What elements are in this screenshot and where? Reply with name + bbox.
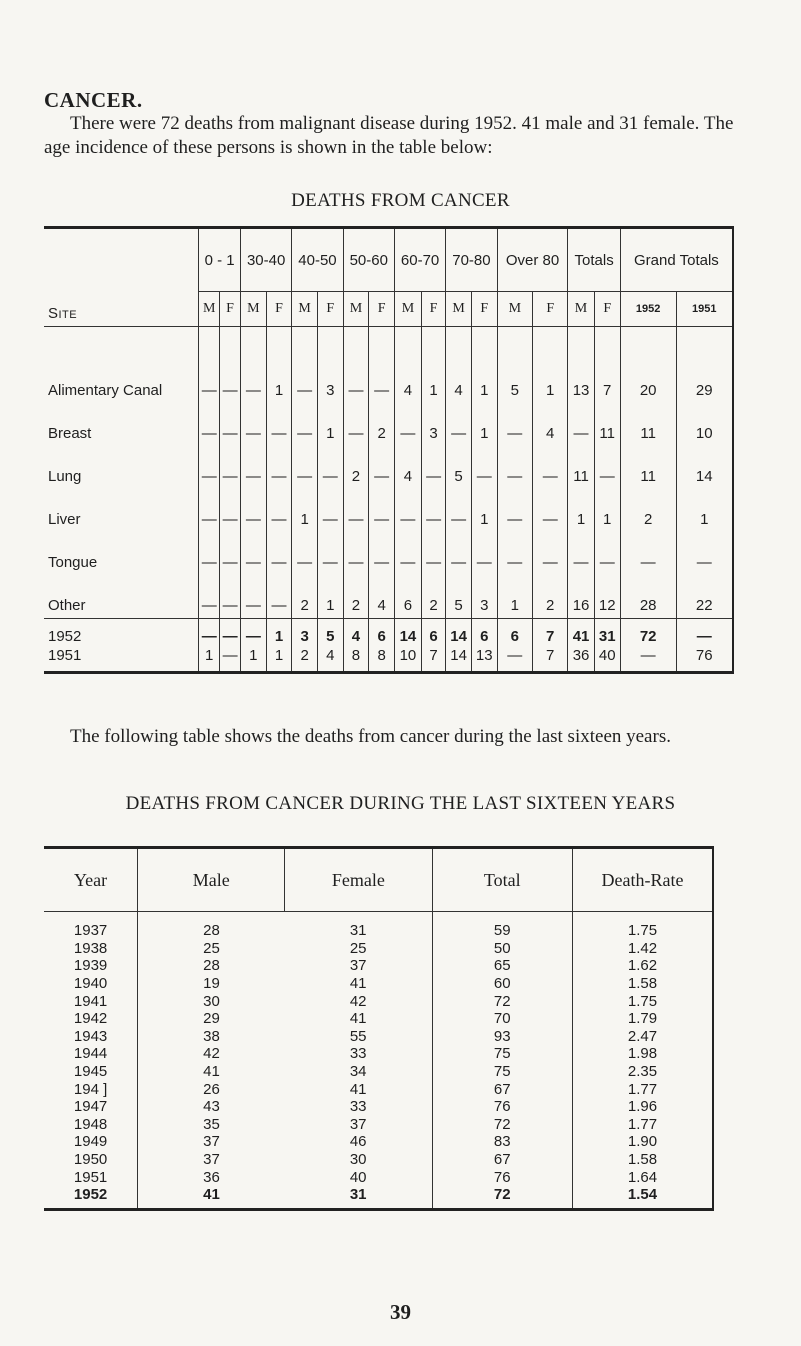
table-cell: 7 xyxy=(533,619,568,648)
table-cell: 38 xyxy=(138,1028,285,1046)
table-cell: 1949 xyxy=(73,1133,108,1151)
table-cell: 4 xyxy=(317,647,343,673)
table-cell: 72 xyxy=(432,992,572,1010)
table-cell: 13 xyxy=(568,327,594,404)
table-cell: 72 xyxy=(432,1186,572,1209)
table-cell: — xyxy=(594,446,620,489)
table-cell: — xyxy=(594,532,620,575)
table-cell: 72 xyxy=(620,619,676,648)
table-cell: 42 xyxy=(138,1045,285,1063)
table-cell: — xyxy=(199,489,220,532)
table-cell: 25 xyxy=(138,940,285,958)
table-cell: 10 xyxy=(676,403,733,446)
yearly-cancer-deaths-table xyxy=(44,846,714,1211)
table-cell: 1942 xyxy=(73,1010,108,1028)
table-row xyxy=(44,1028,713,1046)
table-row xyxy=(44,1098,713,1116)
table-cell: 1.75 xyxy=(572,912,713,940)
table-cell: 1943 xyxy=(73,1027,108,1045)
table-cell: 11 xyxy=(620,403,676,446)
table-cell: 4 xyxy=(343,619,369,648)
age-group-header: Over 80 xyxy=(497,228,568,292)
table-cell: 13 xyxy=(471,647,497,673)
table-cell: 36 xyxy=(568,647,594,673)
table-cell: 46 xyxy=(349,1133,367,1151)
table-cell: — xyxy=(421,446,445,489)
column-header: Male xyxy=(138,848,285,912)
table-cell: 43 xyxy=(138,1098,285,1116)
table-cell: 37 xyxy=(138,1151,285,1169)
table-cell: 1948 xyxy=(73,1115,108,1133)
table-cell: 4 xyxy=(446,327,472,404)
table-cell: 1 xyxy=(471,403,497,446)
table-cell: — xyxy=(241,575,267,619)
table-cell: 20 xyxy=(620,327,676,404)
table-row xyxy=(44,575,733,619)
table-cell: 75 xyxy=(432,1063,572,1081)
table-cell: 25 xyxy=(349,939,367,957)
site-header: Site xyxy=(48,305,78,322)
sex-header: F xyxy=(533,292,568,327)
table-cell: 1 xyxy=(292,489,318,532)
table-cell: 1.64 xyxy=(572,1168,713,1186)
table-cell: 31 xyxy=(349,922,367,940)
table-cell: 1951 xyxy=(73,1168,108,1186)
table-cell: 1.96 xyxy=(572,1098,713,1116)
sex-header: 1952 xyxy=(620,292,676,327)
table-cell: — xyxy=(421,532,445,575)
table-cell: — xyxy=(497,489,532,532)
table-cell: — xyxy=(266,575,292,619)
table-cell: 3 xyxy=(421,403,445,446)
table-cell: 26 xyxy=(138,1080,285,1098)
table-row xyxy=(44,446,733,489)
table-cell: — xyxy=(292,532,318,575)
table-cell: — xyxy=(369,489,395,532)
table-cell: 41 xyxy=(349,1080,367,1098)
sex-header: M xyxy=(199,292,220,327)
table-cell: 1.62 xyxy=(572,957,713,975)
table-cell: 1.54 xyxy=(572,1186,713,1209)
table-cell: 93 xyxy=(432,1028,572,1046)
table-cell: 1.77 xyxy=(572,1116,713,1134)
intro-paragraph: There were 72 deaths from malignant disease during 1952. 41 male and 31 female. The age incidence of these persons is shown in the table below: xyxy=(44,113,734,158)
table-cell: — xyxy=(421,489,445,532)
table-cell: 2.35 xyxy=(572,1063,713,1081)
table-cell: — xyxy=(676,532,733,575)
table-cell: 11 xyxy=(568,446,594,489)
table-cell: — xyxy=(497,532,532,575)
cancer-by-age-table xyxy=(44,226,734,674)
table-cell: 35 xyxy=(138,1116,285,1134)
table-cell: 1 xyxy=(317,575,343,619)
table-cell: 34 xyxy=(349,1063,367,1081)
table-cell: 1941 xyxy=(73,992,108,1010)
site-label: 1952 xyxy=(44,619,199,648)
table-cell: 6 xyxy=(471,619,497,648)
table-cell: 2 xyxy=(343,575,369,619)
table-cell: 11 xyxy=(620,446,676,489)
table-cell: — xyxy=(199,575,220,619)
sex-header: M xyxy=(568,292,594,327)
table-cell: 31 xyxy=(349,1186,367,1204)
table-row xyxy=(44,489,733,532)
table-row xyxy=(44,619,733,648)
table-cell: — xyxy=(343,532,369,575)
table-cell: — xyxy=(266,446,292,489)
site-label: Lung xyxy=(48,468,82,485)
sex-header: F xyxy=(421,292,445,327)
table-row xyxy=(44,912,713,940)
site-label: Tongue xyxy=(48,554,98,571)
table-cell: — xyxy=(241,327,267,404)
table-cell: 29 xyxy=(676,327,733,404)
table-cell: 2.47 xyxy=(572,1028,713,1046)
table-cell: 1.58 xyxy=(572,1151,713,1169)
table-cell: 1 xyxy=(199,647,220,673)
table-cell: 1 xyxy=(497,575,532,619)
table-cell: 1.77 xyxy=(572,1080,713,1098)
table-cell: — xyxy=(446,403,472,446)
table-cell: 3 xyxy=(292,619,318,648)
table-cell: — xyxy=(343,327,369,404)
sex-header: F xyxy=(220,292,241,327)
table-cell: 29 xyxy=(138,1010,285,1028)
table-cell: 19 xyxy=(138,975,285,993)
table-cell: 2 xyxy=(292,575,318,619)
table-cell: 1945 xyxy=(73,1063,108,1081)
table-cell: 12 xyxy=(594,575,620,619)
sex-header: F xyxy=(317,292,343,327)
table-cell: — xyxy=(394,403,421,446)
age-group-header: 40-50 xyxy=(292,228,343,292)
table-row xyxy=(44,1080,713,1098)
table-cell: 59 xyxy=(432,912,572,940)
table-cell: — xyxy=(220,575,241,619)
table-cell: — xyxy=(199,327,220,404)
cancer-table-title: DEATHS FROM CANCER xyxy=(291,190,510,211)
table-cell: 37 xyxy=(349,1115,367,1133)
table-row xyxy=(44,403,733,446)
column-header: Death-Rate xyxy=(572,848,713,912)
table-cell: — xyxy=(568,532,594,575)
table-cell: 76 xyxy=(676,647,733,673)
table-cell: 41 xyxy=(138,1063,285,1081)
table-cell: — xyxy=(292,446,318,489)
sex-header: F xyxy=(369,292,395,327)
table-cell: 1940 xyxy=(73,975,108,993)
table-cell: 76 xyxy=(432,1168,572,1186)
table-row xyxy=(44,1168,713,1186)
table-cell: — xyxy=(199,619,220,648)
table-cell: 36 xyxy=(138,1168,285,1186)
age-group-header: 30-40 xyxy=(241,228,292,292)
table-cell: 1 xyxy=(594,489,620,532)
table-cell: 2 xyxy=(620,489,676,532)
table-cell: — xyxy=(369,532,395,575)
table-cell: 1 xyxy=(421,327,445,404)
table-cell: 14 xyxy=(446,647,472,673)
table-cell: 41 xyxy=(349,1010,367,1028)
table-cell: — xyxy=(471,446,497,489)
table-cell: 1939 xyxy=(73,957,108,975)
table-cell: 7 xyxy=(421,647,445,673)
table-cell: 3 xyxy=(471,575,497,619)
table-cell: 1 xyxy=(317,403,343,446)
table-cell: 1952 xyxy=(73,1186,108,1204)
table-cell: 2 xyxy=(343,446,369,489)
site-label: Liver xyxy=(48,511,81,528)
table-cell: 30 xyxy=(138,992,285,1010)
table-cell: 194 ] xyxy=(73,1080,108,1098)
table-cell: — xyxy=(533,532,568,575)
table-cell: 1938 xyxy=(73,939,108,957)
sex-header: 1951 xyxy=(676,292,733,327)
table-cell: 6 xyxy=(394,575,421,619)
table-cell: 1950 xyxy=(73,1151,108,1169)
table-row xyxy=(44,327,733,404)
table-row xyxy=(44,1063,713,1081)
sex-header: M xyxy=(497,292,532,327)
table-cell: 30 xyxy=(349,1151,367,1169)
sex-header: F xyxy=(471,292,497,327)
table-row xyxy=(44,1133,713,1151)
table-cell: 7 xyxy=(594,327,620,404)
table-cell: 67 xyxy=(432,1080,572,1098)
table-cell: — xyxy=(343,489,369,532)
table-cell: — xyxy=(266,532,292,575)
column-header: Year xyxy=(44,848,138,912)
table-cell: — xyxy=(369,446,395,489)
table-cell: 4 xyxy=(369,575,395,619)
table-row xyxy=(44,1151,713,1169)
table-cell: 1.42 xyxy=(572,940,713,958)
section-heading: CANCER. xyxy=(44,88,143,112)
table-cell: — xyxy=(620,532,676,575)
table-cell: — xyxy=(199,446,220,489)
table-cell: — xyxy=(292,403,318,446)
table-cell: 55 xyxy=(349,1027,367,1045)
table-cell: 37 xyxy=(349,957,367,975)
table-row xyxy=(44,940,713,958)
table-cell: 33 xyxy=(349,1098,367,1116)
table-cell: — xyxy=(394,532,421,575)
column-header: Female xyxy=(285,848,432,912)
table-cell: — xyxy=(446,532,472,575)
table-cell: 70 xyxy=(432,1010,572,1028)
table-cell: 42 xyxy=(349,992,367,1010)
age-group-header: Totals xyxy=(568,228,620,292)
table-cell: — xyxy=(266,489,292,532)
age-group-header: 50-60 xyxy=(343,228,394,292)
table-cell: — xyxy=(317,446,343,489)
table-cell: 67 xyxy=(432,1151,572,1169)
table-row xyxy=(44,1116,713,1134)
table-cell: 14 xyxy=(676,446,733,489)
table-cell: 11 xyxy=(594,403,620,446)
table-cell: — xyxy=(220,619,241,648)
table-cell: 41 xyxy=(138,1186,285,1209)
table-cell: 50 xyxy=(432,940,572,958)
table-cell: — xyxy=(317,489,343,532)
site-label: Breast xyxy=(48,425,92,442)
table-cell: 1.98 xyxy=(572,1045,713,1063)
table-row xyxy=(44,957,713,975)
table-cell: 1 xyxy=(241,647,267,673)
table-cell: — xyxy=(199,403,220,446)
table-cell: 14 xyxy=(394,619,421,648)
table-cell: — xyxy=(220,532,241,575)
sex-header: M xyxy=(292,292,318,327)
age-group-header: 70-80 xyxy=(446,228,497,292)
table-cell: 6 xyxy=(497,619,532,648)
table-cell: 83 xyxy=(432,1133,572,1151)
table-cell: — xyxy=(220,403,241,446)
yearly-table-title: DEATHS FROM CANCER DURING THE LAST SIXTEEN YEARS xyxy=(125,793,676,814)
table-cell: 1 xyxy=(266,647,292,673)
table-cell: 1 xyxy=(676,489,733,532)
table-cell: 65 xyxy=(432,957,572,975)
table-cell: 1.75 xyxy=(572,992,713,1010)
column-header: Total xyxy=(432,848,572,912)
table-cell: — xyxy=(620,647,676,673)
site-label: Alimentary Canal xyxy=(44,327,199,404)
table-cell: — xyxy=(533,446,568,489)
table-cell: — xyxy=(394,489,421,532)
table-cell: 5 xyxy=(446,446,472,489)
table-cell: 28 xyxy=(138,957,285,975)
table-cell: 16 xyxy=(568,575,594,619)
table-cell: 8 xyxy=(369,647,395,673)
table-cell: — xyxy=(220,327,241,404)
age-group-header: 0 - 1 xyxy=(199,228,241,292)
table-cell: 1.79 xyxy=(572,1010,713,1028)
table-cell: 5 xyxy=(497,327,532,404)
table-cell: 72 xyxy=(432,1116,572,1134)
table-cell: 1 xyxy=(471,327,497,404)
table-cell: 4 xyxy=(394,446,421,489)
table-cell: 7 xyxy=(533,647,568,673)
table-cell: 6 xyxy=(421,619,445,648)
page-number: 39 xyxy=(390,1300,411,1324)
table-cell: — xyxy=(343,403,369,446)
table-cell: 31 xyxy=(594,619,620,648)
age-group-header: 60-70 xyxy=(394,228,445,292)
table-cell: 1 xyxy=(266,327,292,404)
table-cell: 8 xyxy=(343,647,369,673)
table-cell: 2 xyxy=(421,575,445,619)
table-cell: 3 xyxy=(317,327,343,404)
table-row xyxy=(44,532,733,575)
sex-header: M xyxy=(446,292,472,327)
table-cell: 37 xyxy=(138,1133,285,1151)
table-cell: 5 xyxy=(446,575,472,619)
table-cell: 40 xyxy=(594,647,620,673)
table-cell: — xyxy=(497,647,532,673)
table-cell: — xyxy=(369,327,395,404)
table-cell: 28 xyxy=(620,575,676,619)
table-cell: 14 xyxy=(446,619,472,648)
table-cell: — xyxy=(676,619,733,648)
table-cell: — xyxy=(317,532,343,575)
table-cell: 6 xyxy=(369,619,395,648)
table-cell: 33 xyxy=(349,1045,367,1063)
table-cell: — xyxy=(220,489,241,532)
table-cell: 1.90 xyxy=(572,1133,713,1151)
sex-header: F xyxy=(266,292,292,327)
table-cell: 41 xyxy=(568,619,594,648)
table-cell: 60 xyxy=(432,975,572,993)
sex-header: F xyxy=(594,292,620,327)
age-group-header-row xyxy=(44,228,733,292)
table-cell: 2 xyxy=(292,647,318,673)
table-row xyxy=(44,975,713,993)
table-cell: 75 xyxy=(432,1045,572,1063)
table-cell: 40 xyxy=(349,1168,367,1186)
table-cell: 1 xyxy=(471,489,497,532)
table-cell: 1 xyxy=(533,327,568,404)
table-cell: 10 xyxy=(394,647,421,673)
table-cell: 4 xyxy=(533,403,568,446)
sex-header: M xyxy=(394,292,421,327)
table-cell: — xyxy=(497,446,532,489)
table-cell: — xyxy=(241,532,267,575)
table-row xyxy=(44,1045,713,1063)
table-cell: — xyxy=(471,532,497,575)
table-row xyxy=(44,1010,713,1028)
table-cell: 1 xyxy=(568,489,594,532)
table-cell: 41 xyxy=(349,975,367,993)
table-cell: 2 xyxy=(369,403,395,446)
table-cell: 1 xyxy=(266,619,292,648)
table-cell: — xyxy=(241,489,267,532)
table-cell: 5 xyxy=(317,619,343,648)
site-label: 1951 xyxy=(48,647,82,664)
table-row xyxy=(44,647,733,673)
table-row xyxy=(44,992,713,1010)
table-cell: — xyxy=(568,403,594,446)
table-cell: — xyxy=(199,532,220,575)
table-cell: — xyxy=(533,489,568,532)
site-label: Other xyxy=(48,597,86,614)
yearly-header-row xyxy=(44,848,713,912)
table-cell: — xyxy=(266,403,292,446)
table-cell: — xyxy=(446,489,472,532)
table-cell: 4 xyxy=(394,327,421,404)
table-cell: — xyxy=(220,446,241,489)
sex-header: M xyxy=(343,292,369,327)
table-cell: 28 xyxy=(138,912,285,940)
table-cell: — xyxy=(497,403,532,446)
table-cell: 22 xyxy=(676,575,733,619)
table-cell: — xyxy=(241,619,267,648)
table-cell: — xyxy=(292,327,318,404)
age-group-header: Grand Totals xyxy=(620,228,733,292)
table-cell: — xyxy=(220,647,241,673)
table-cell: 1937 xyxy=(73,922,108,940)
table-cell: 1947 xyxy=(73,1098,108,1116)
table-cell: 76 xyxy=(432,1098,572,1116)
table-cell: 1.58 xyxy=(572,975,713,993)
sex-header: M xyxy=(241,292,267,327)
table-cell: — xyxy=(241,403,267,446)
table-row xyxy=(44,1186,713,1209)
table-cell: 1944 xyxy=(73,1045,108,1063)
following-paragraph: The following table shows the deaths from cancer during the last sixteen years. xyxy=(70,726,671,747)
table-cell: — xyxy=(241,446,267,489)
table-cell: 2 xyxy=(533,575,568,619)
